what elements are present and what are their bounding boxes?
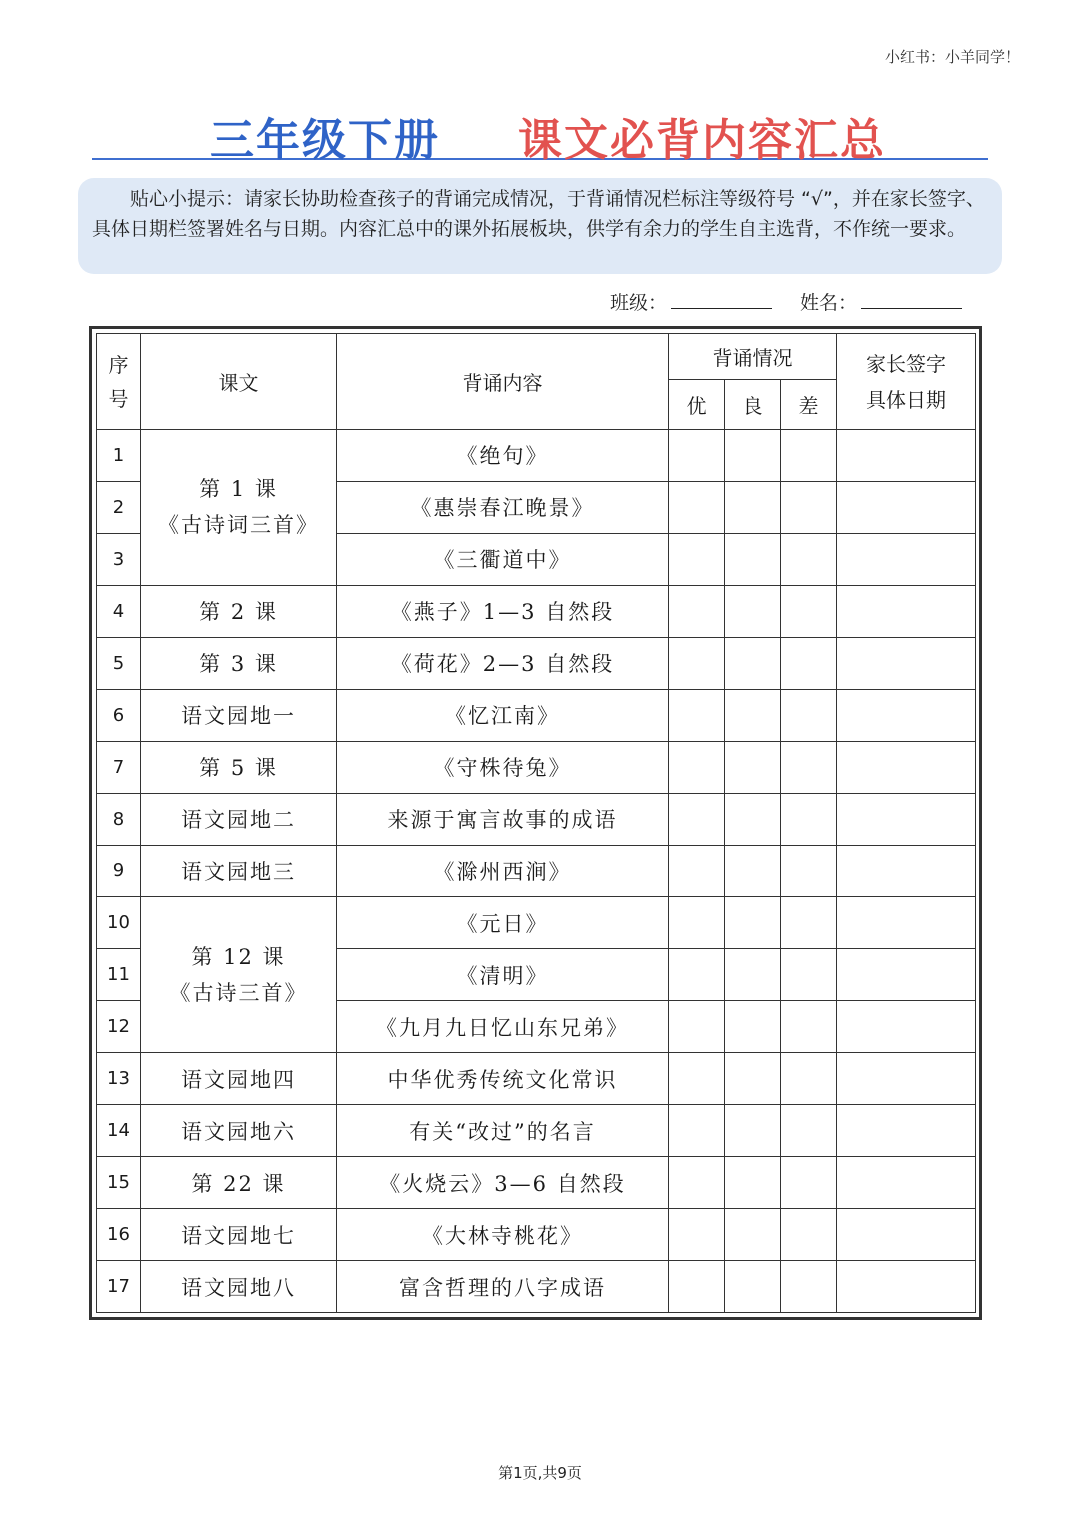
- grade-good-cell[interactable]: [669, 481, 725, 533]
- recite-content: 有关“改过”的名言: [337, 1105, 669, 1157]
- recite-content: 《燕子》1—3 自然段: [337, 585, 669, 637]
- grade-poor-cell[interactable]: [781, 689, 837, 741]
- table-row: [97, 689, 976, 741]
- parent-sign-cell[interactable]: [837, 845, 976, 897]
- grade-good-cell[interactable]: [669, 741, 725, 793]
- header-sign-line2: 具体日期: [866, 387, 946, 412]
- table-row: [97, 793, 976, 845]
- grade-poor-cell[interactable]: [781, 949, 837, 1001]
- row-number: 9: [97, 845, 141, 897]
- class-label: 班级：: [610, 292, 668, 314]
- grade-fair-cell[interactable]: [725, 585, 781, 637]
- row-number: 10: [97, 897, 141, 949]
- class-blank[interactable]: [671, 288, 772, 309]
- grade-fair-cell[interactable]: [725, 637, 781, 689]
- header-fair: 良: [725, 380, 781, 430]
- grade-poor-cell[interactable]: [781, 430, 837, 482]
- parent-sign-cell[interactable]: [837, 1157, 976, 1209]
- lesson-cell: 第 2 课: [141, 585, 337, 637]
- grade-fair-cell[interactable]: [725, 430, 781, 482]
- row-number: 17: [97, 1261, 141, 1313]
- lesson-cell: 语文园地七: [141, 1209, 337, 1261]
- recite-content: 中华优秀传统文化常识: [337, 1053, 669, 1105]
- grade-poor-cell[interactable]: [781, 481, 837, 533]
- grade-good-cell[interactable]: [669, 793, 725, 845]
- grade-good-cell[interactable]: [669, 585, 725, 637]
- lesson-cell: 第 5 课: [141, 741, 337, 793]
- grade-good-cell[interactable]: [669, 1001, 725, 1053]
- table-row: [97, 1209, 976, 1261]
- header-status: 背诵情况: [669, 334, 837, 380]
- recite-content: 富含哲理的八字成语: [337, 1261, 669, 1313]
- grade-poor-cell[interactable]: [781, 793, 837, 845]
- page-title: [92, 100, 988, 166]
- table-row: [97, 430, 976, 482]
- name-label: 姓名：: [800, 292, 858, 314]
- table-row: [97, 585, 976, 637]
- parent-sign-cell[interactable]: [837, 1261, 976, 1313]
- lesson-cell: 语文园地三: [141, 845, 337, 897]
- recite-content: 《忆江南》: [337, 689, 669, 741]
- name-blank[interactable]: [861, 288, 962, 309]
- parent-sign-cell[interactable]: [837, 1053, 976, 1105]
- lesson-cell: 语文园地一: [141, 689, 337, 741]
- grade-good-cell[interactable]: [669, 533, 725, 585]
- parent-sign-cell[interactable]: [837, 793, 976, 845]
- recite-content: 《守株待兔》: [337, 741, 669, 793]
- header-sign-line1: 家长签字: [866, 351, 946, 376]
- table-row: [97, 741, 976, 793]
- grade-good-cell[interactable]: [669, 1105, 725, 1157]
- grade-fair-cell[interactable]: [725, 481, 781, 533]
- parent-sign-cell[interactable]: [837, 897, 976, 949]
- grade-fair-cell[interactable]: [725, 1001, 781, 1053]
- grade-good-cell[interactable]: [669, 1157, 725, 1209]
- header-good: 优: [669, 380, 725, 430]
- grade-fair-cell[interactable]: [725, 949, 781, 1001]
- header-sign: [837, 334, 976, 430]
- recite-content: 来源于寓言故事的成语: [337, 793, 669, 845]
- row-number: 4: [97, 585, 141, 637]
- row-number: 6: [97, 689, 141, 741]
- grade-good-cell[interactable]: [669, 689, 725, 741]
- lesson-cell: 语文园地六: [141, 1105, 337, 1157]
- grade-poor-cell[interactable]: [781, 1053, 837, 1105]
- row-number: 16: [97, 1209, 141, 1261]
- recitation-table: [96, 333, 976, 1313]
- recite-content: 《滁州西涧》: [337, 845, 669, 897]
- lesson-group-title: 第 1 课: [199, 477, 278, 502]
- grade-poor-cell[interactable]: [781, 1157, 837, 1209]
- watermark: 小红书：小羊同学！: [884, 48, 1020, 66]
- parent-sign-cell[interactable]: [837, 585, 976, 637]
- row-number: 2: [97, 481, 141, 533]
- recitation-table-frame: [89, 326, 982, 1320]
- table-row: [97, 845, 976, 897]
- lesson-group-subtitle: 《古诗三首》: [169, 980, 308, 1005]
- row-number: 13: [97, 1053, 141, 1105]
- grade-fair-cell[interactable]: [725, 533, 781, 585]
- grade-poor-cell[interactable]: [781, 637, 837, 689]
- grade-poor-cell[interactable]: [781, 1261, 837, 1313]
- parent-sign-cell[interactable]: [837, 637, 976, 689]
- row-number: 3: [97, 533, 141, 585]
- row-number: 1: [97, 430, 141, 482]
- page-number: 第1页,共9页: [498, 1464, 582, 1482]
- parent-sign-cell[interactable]: [837, 430, 976, 482]
- table-row: [97, 1053, 976, 1105]
- grade-fair-cell[interactable]: [725, 897, 781, 949]
- parent-sign-cell[interactable]: [837, 1209, 976, 1261]
- grade-good-cell[interactable]: [669, 430, 725, 482]
- recite-content: 《惠崇春江晚景》: [337, 481, 669, 533]
- grade-fair-cell[interactable]: [725, 793, 781, 845]
- recite-content: 《清明》: [337, 949, 669, 1001]
- grade-fair-cell[interactable]: [725, 1157, 781, 1209]
- parent-sign-cell[interactable]: [837, 533, 976, 585]
- row-number: 15: [97, 1157, 141, 1209]
- row-number: 11: [97, 949, 141, 1001]
- parent-sign-cell[interactable]: [837, 481, 976, 533]
- lesson-group-subtitle: 《古诗词三首》: [158, 513, 319, 538]
- grade-good-cell[interactable]: [669, 1261, 725, 1313]
- grade-fair-cell[interactable]: [725, 845, 781, 897]
- lesson-group: [141, 897, 337, 1053]
- grade-fair-cell[interactable]: [725, 1053, 781, 1105]
- grade-fair-cell[interactable]: [725, 1261, 781, 1313]
- grade-poor-cell[interactable]: [781, 741, 837, 793]
- student-info: [610, 288, 990, 315]
- grade-fair-cell[interactable]: [725, 1105, 781, 1157]
- parent-sign-cell[interactable]: [837, 949, 976, 1001]
- row-number: 7: [97, 741, 141, 793]
- row-number: 8: [97, 793, 141, 845]
- parent-sign-cell[interactable]: [837, 1105, 976, 1157]
- lesson-cell: 第 3 课: [141, 637, 337, 689]
- row-number: 14: [97, 1105, 141, 1157]
- parent-sign-cell[interactable]: [837, 741, 976, 793]
- title-grade: 三年级下册: [210, 115, 440, 166]
- recite-content: 《九月九日忆山东兄弟》: [337, 1001, 669, 1053]
- parent-sign-cell[interactable]: [837, 689, 976, 741]
- table-row: [97, 1261, 976, 1313]
- lesson-cell: 语文园地四: [141, 1053, 337, 1105]
- lesson-group-title: 第 12 课: [191, 944, 286, 969]
- title-subject: 课文必背内容汇总: [518, 115, 886, 166]
- grade-good-cell[interactable]: [669, 1209, 725, 1261]
- parent-sign-cell[interactable]: [837, 1001, 976, 1053]
- recite-content: 《绝句》: [337, 430, 669, 482]
- grade-good-cell[interactable]: [669, 845, 725, 897]
- header-poor: 差: [781, 380, 837, 430]
- lesson-cell: 第 22 课: [141, 1157, 337, 1209]
- recite-content: 《火烧云》3—6 自然段: [337, 1157, 669, 1209]
- table-row: [97, 897, 976, 949]
- grade-poor-cell[interactable]: [781, 533, 837, 585]
- grade-fair-cell[interactable]: [725, 1209, 781, 1261]
- grade-poor-cell[interactable]: [781, 845, 837, 897]
- grade-poor-cell[interactable]: [781, 1105, 837, 1157]
- row-number: 5: [97, 637, 141, 689]
- recite-content: 《大林寺桃花》: [337, 1209, 669, 1261]
- recite-content: 《荷花》2—3 自然段: [337, 637, 669, 689]
- grade-poor-cell[interactable]: [781, 1209, 837, 1261]
- header-content: 背诵内容: [337, 334, 669, 430]
- grade-fair-cell[interactable]: [725, 741, 781, 793]
- header-lesson: 课文: [141, 334, 337, 430]
- grade-good-cell[interactable]: [669, 949, 725, 1001]
- lesson-cell: 语文园地二: [141, 793, 337, 845]
- recite-content: 《元日》: [337, 897, 669, 949]
- recite-content: 《三衢道中》: [337, 533, 669, 585]
- grade-good-cell[interactable]: [669, 637, 725, 689]
- grade-good-cell[interactable]: [669, 1053, 725, 1105]
- table-row: [97, 637, 976, 689]
- header-seq: 序号: [97, 334, 141, 430]
- grade-poor-cell[interactable]: [781, 1001, 837, 1053]
- table-row: [97, 1105, 976, 1157]
- lesson-cell: 语文园地八: [141, 1261, 337, 1313]
- grade-good-cell[interactable]: [669, 897, 725, 949]
- grade-fair-cell[interactable]: [725, 689, 781, 741]
- table-row: [97, 1157, 976, 1209]
- grade-poor-cell[interactable]: [781, 897, 837, 949]
- tip-box: 贴心小提示：请家长协助检查孩子的背诵完成情况，于背诵情况栏标注等级符号 “√”，并在家长签字、具体日期栏签署姓名与日期。内容汇总中的课外拓展板块，供学有余力的学生自主选背，不作统一要求。: [78, 178, 1002, 274]
- lesson-group: [141, 430, 337, 586]
- grade-poor-cell[interactable]: [781, 585, 837, 637]
- row-number: 12: [97, 1001, 141, 1053]
